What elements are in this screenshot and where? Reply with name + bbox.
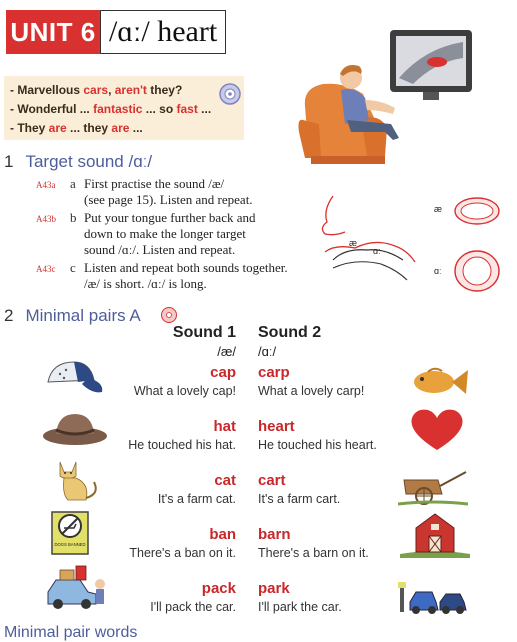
lips-aa-icon [452,248,502,294]
audio-cd-icon[interactable] [218,82,242,106]
sound-2-ipa: /ɑː/ [258,344,277,359]
sound-1-sentence: He touched his hat. [128,438,236,452]
lips-label-ae: æ [434,204,443,214]
next-section-heading: Minimal pair words [4,624,138,641]
dialogue-text: they? [146,83,183,97]
packing-car-icon [40,562,110,612]
dialogue-text: ... they [66,121,112,135]
sound-2-word: barn [258,526,291,543]
section-number: 1 [4,152,14,171]
sound-1-word: cap [210,364,236,381]
highlighted-word: fast [176,102,198,116]
unit-badge: UNIT 6 [6,10,100,54]
aa-diagram-label: ɑː [373,246,381,256]
heart-icon [402,404,472,454]
section-title: Minimal pairs A [25,306,141,325]
dialogue-text: - Mar [10,83,39,97]
sound-2-word: cart [258,472,286,489]
sound-1-sentence: It's a farm cat. [157,492,236,506]
item-letter: b [70,210,77,225]
item-letter: a [70,176,76,191]
audio-cd-icon[interactable] [160,306,178,324]
sound-2-sentence: It's a farm cart. [258,492,341,506]
sound-2-header: Sound 2 [258,324,322,341]
dialogue-line-1 [10,83,182,97]
highlighted-word: aren't [114,83,147,97]
sound-1-header: Sound 1 [172,324,236,341]
highlighted-word: are [111,121,130,135]
sound-1-ipa: /æ/ [217,344,236,359]
sound-1-sentence: There's a ban on it. [129,546,236,560]
dialogue-text: ... so [142,102,177,116]
audio-track-ref[interactable]: A43a [36,180,56,190]
sound-2-word: park [258,580,290,597]
item-b-text: Put your tongue further back and down to make the longer target sound /ɑː/. Listen and repeat. [84,210,256,257]
sound-2-sentence: He touched his heart. [258,438,377,452]
sound-2-word: heart [258,418,295,435]
tv-watching-illustration [295,28,475,168]
sound-1-word: hat [213,418,236,435]
sound-1-sentence: What a lovely cap! [133,384,236,398]
item-c-text: Listen and repeat both sounds together. /æ/ is short. /ɑː/ is long. [84,260,288,291]
no-dogs-sign-icon [50,510,90,556]
audio-track-ref[interactable]: A43c [36,264,56,274]
sound-1-sentence: I'll pack the car. [150,600,236,614]
cart-icon [398,458,468,508]
lips-label-aa: ɑː [434,266,442,276]
hat-icon [40,404,110,454]
dialogue-line-2 [10,102,211,116]
dialogue-text: vellous [38,83,84,97]
barn-icon [400,508,470,558]
ae-diagram-label: æ [349,238,358,248]
dialogue-text: , [108,83,115,97]
sign-text: DOGS BANNED [54,542,86,547]
sound-1-word: pack [201,580,236,597]
dialogue-line-3 [10,121,143,135]
section-2-heading [4,306,141,326]
sound-1-word: cat [214,472,236,489]
highlighted-word: cars [83,83,109,97]
fish-icon [402,356,472,406]
sound-2-sentence: What a lovely carp! [258,384,365,398]
highlighted-word: are [48,121,67,135]
dialogue-text: - Wonderful ... [10,102,94,116]
item-letter: c [70,260,76,275]
dialogue-text: - They [10,121,49,135]
sound-2-word: carp [258,364,290,381]
highlighted-word: fantastic [93,102,143,116]
parked-cars-icon [398,572,468,622]
dialogue-text: ... [129,121,143,135]
dialogue-text: ... [197,102,212,116]
tongue-position-diagram [315,188,420,288]
lips-ae-icon [452,194,502,228]
audio-track-ref[interactable]: A43b [36,214,56,224]
cat-icon [46,454,116,504]
dialogue-box [4,76,244,140]
sound-2-sentence: There's a barn on it. [258,546,369,560]
section-title: Target sound /ɑː/ [25,152,153,171]
unit-sound-title: /ɑː/ heart [100,10,226,54]
sound-1-word: ban [209,526,236,543]
cap-icon [38,352,108,402]
sound-2-sentence: I'll park the car. [258,600,342,614]
section-1-heading [4,152,152,172]
section-number: 2 [4,306,14,325]
item-a-text: First practise the sound /æ/ (see page 15). Listen and repeat. [84,176,253,207]
